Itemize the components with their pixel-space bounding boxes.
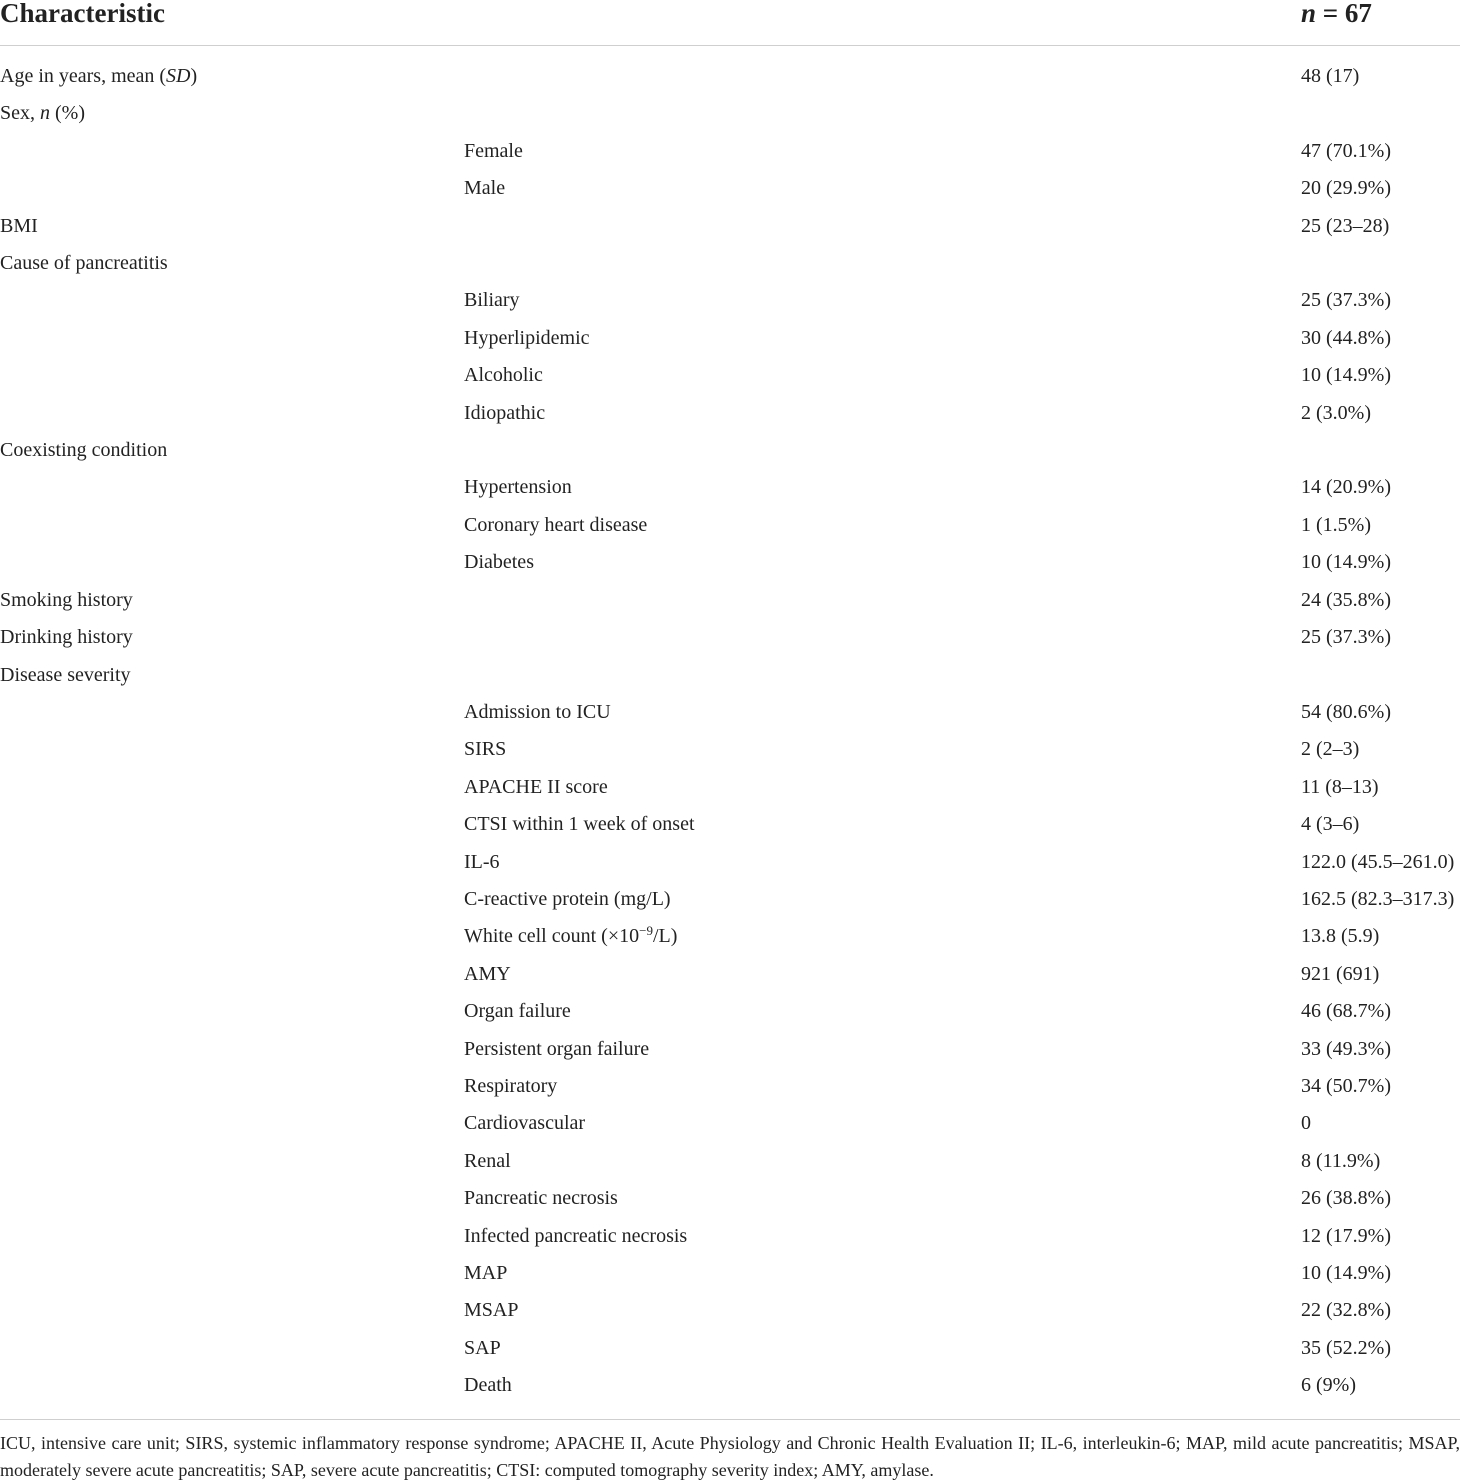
table-row-icu (0, 694, 1460, 731)
table-row-female (0, 133, 1460, 170)
row-label: Cause of pancreatitis (0, 252, 168, 275)
row-value: 54 (80.6%) (1301, 700, 1391, 723)
row-value: 4 (3–6) (1301, 813, 1360, 836)
row-sublabel: Respiratory (464, 1074, 558, 1097)
label-text: ) (190, 65, 198, 87)
table-row-cause (0, 245, 1460, 282)
table-row-crp (0, 881, 1460, 918)
table-row-persistent-organ-failure (0, 1031, 1460, 1068)
row-sublabel (464, 918, 677, 955)
row-label: Smoking history (0, 588, 133, 611)
table-row-hyperlipidemic (0, 320, 1460, 357)
row-value: 122.0 (45.5–261.0) (1301, 850, 1455, 873)
table-row-severity (0, 657, 1460, 694)
table-row-respiratory (0, 1068, 1460, 1105)
n-value: = 67 (1316, 0, 1372, 28)
row-value: 10 (14.9%) (1301, 551, 1391, 574)
table-row-sex (0, 95, 1460, 132)
table-row-cardiovascular (0, 1105, 1460, 1142)
label-italic: n (40, 102, 50, 125)
row-sublabel: Male (464, 177, 506, 200)
table-row-male (0, 170, 1460, 207)
row-value: 0 (1301, 1112, 1311, 1135)
table-row-biliary (0, 282, 1460, 319)
label-text: White cell count (×10 (464, 925, 640, 948)
row-sublabel: SAP (464, 1336, 501, 1359)
table-row-organ-failure (0, 993, 1460, 1030)
row-sublabel: APACHE II score (464, 775, 608, 798)
table-footnote: ICU, intensive care unit; SIRS, systemic inflammatory response syndrome; APACHE II, Acute Physiology and Chronic Health Evaluation II; IL-6, interleukin-6; MAP, mild acute pancreatitis; MSAP, moderately severe acute pancreatitis; SAP, severe acute pancreatitis; CTSI: computed tomography severity index; AMY, amylase. (0, 1419, 1460, 1480)
row-value: 10 (14.9%) (1301, 1262, 1391, 1284)
row-value: 10 (14.9%) (1301, 364, 1391, 387)
row-value: 2 (3.0%) (1301, 401, 1371, 424)
table-row-pancreatic-necrosis (0, 1180, 1460, 1217)
row-sublabel: AMY (464, 962, 511, 985)
row-label: Coexisting condition (0, 439, 168, 462)
row-sublabel: Biliary (464, 289, 520, 312)
row-label (0, 58, 197, 95)
row-sublabel: Death (464, 1374, 512, 1397)
row-sublabel: C-reactive protein (mg/L) (464, 887, 671, 910)
row-label: Drinking history (0, 626, 133, 649)
row-value: 14 (20.9%) (1301, 476, 1391, 499)
table-row-bmi (0, 208, 1460, 245)
table-row-diabetes (0, 544, 1460, 581)
row-sublabel: Coronary heart disease (464, 513, 648, 536)
row-sublabel: Pancreatic necrosis (464, 1187, 618, 1210)
table-row-map (0, 1255, 1460, 1292)
row-value: 12 (17.9%) (1301, 1224, 1391, 1247)
row-sublabel: Persistent organ failure (464, 1037, 650, 1060)
row-value: 30 (44.8%) (1301, 326, 1391, 349)
row-value: 2 (2–3) (1301, 738, 1360, 761)
row-value: 921 (691) (1301, 962, 1380, 985)
row-sublabel: Infected pancreatic necrosis (464, 1224, 688, 1247)
table-row-sap (0, 1330, 1460, 1367)
column-header-characteristic: Characteristic (0, 0, 165, 28)
table-header (0, 0, 1460, 46)
label-text: /L) (652, 925, 678, 948)
row-value: 22 (32.8%) (1301, 1299, 1391, 1322)
row-label: BMI (0, 214, 38, 237)
table-body (0, 58, 1460, 1405)
table-row-amy (0, 956, 1460, 993)
row-value: 25 (23–28) (1301, 214, 1390, 237)
table-row-death (0, 1367, 1460, 1404)
row-value: 162.5 (82.3–317.3) (1301, 887, 1455, 910)
row-sublabel: MAP (464, 1262, 508, 1284)
row-value: 11 (8–13) (1301, 775, 1379, 798)
table-row-apache (0, 769, 1460, 806)
table-row-sirs (0, 731, 1460, 768)
row-sublabel: IL-6 (464, 850, 500, 873)
column-header-n (1301, 0, 1372, 30)
row-value: 24 (35.8%) (1301, 588, 1391, 611)
table-row-il6 (0, 844, 1460, 881)
row-sublabel: MSAP (464, 1299, 519, 1322)
row-value: 13.8 (5.9) (1301, 925, 1380, 948)
row-value: 20 (29.9%) (1301, 177, 1391, 200)
row-sublabel: Admission to ICU (464, 700, 611, 723)
label-text: Age in years, mean ( (0, 65, 167, 87)
row-value: 34 (50.7%) (1301, 1074, 1391, 1097)
row-value: 47 (70.1%) (1301, 139, 1391, 162)
row-value: 25 (37.3%) (1301, 289, 1391, 312)
row-sublabel: Cardiovascular (464, 1112, 586, 1135)
table-row-coexisting (0, 432, 1460, 469)
row-value: 6 (9%) (1301, 1374, 1356, 1397)
row-value: 33 (49.3%) (1301, 1037, 1391, 1060)
table-row-renal (0, 1143, 1460, 1180)
table-row-wcc (0, 918, 1460, 955)
row-sublabel: CTSI within 1 week of onset (464, 813, 695, 836)
table-row-idiopathic (0, 395, 1460, 432)
label-text: (%) (50, 102, 85, 125)
row-label (0, 95, 85, 132)
row-sublabel: Hyperlipidemic (464, 326, 590, 349)
row-value: 1 (1.5%) (1301, 513, 1371, 536)
row-sublabel: SIRS (464, 738, 507, 761)
row-sublabel: Diabetes (464, 551, 534, 574)
row-value: 25 (37.3%) (1301, 626, 1391, 649)
row-value: 46 (68.7%) (1301, 1000, 1391, 1023)
table-row-hypertension (0, 469, 1460, 506)
label-italic: SD (166, 65, 191, 87)
label-text: Sex, (0, 102, 40, 125)
row-sublabel: Female (464, 139, 523, 162)
row-value: 35 (52.2%) (1301, 1336, 1391, 1359)
label-superscript: −9 (639, 923, 653, 939)
row-label: Disease severity (0, 663, 131, 686)
table-row-drinking (0, 619, 1460, 656)
row-sublabel: Hypertension (464, 476, 572, 499)
table-row-msap (0, 1292, 1460, 1329)
table-row-smoking (0, 582, 1460, 619)
table-row-ctsi (0, 806, 1460, 843)
table-row-infected-necrosis (0, 1218, 1460, 1255)
row-value: 8 (11.9%) (1301, 1149, 1381, 1172)
row-value: 26 (38.8%) (1301, 1187, 1391, 1210)
row-sublabel: Idiopathic (464, 401, 546, 424)
row-sublabel: Renal (464, 1149, 511, 1172)
table-row-age (0, 58, 1460, 95)
table-row-alcoholic (0, 357, 1460, 394)
row-value: 48 (17) (1301, 65, 1360, 87)
table-row-chd (0, 507, 1460, 544)
row-sublabel: Alcoholic (464, 364, 543, 387)
n-symbol: n (1301, 0, 1317, 28)
row-sublabel: Organ failure (464, 1000, 571, 1023)
